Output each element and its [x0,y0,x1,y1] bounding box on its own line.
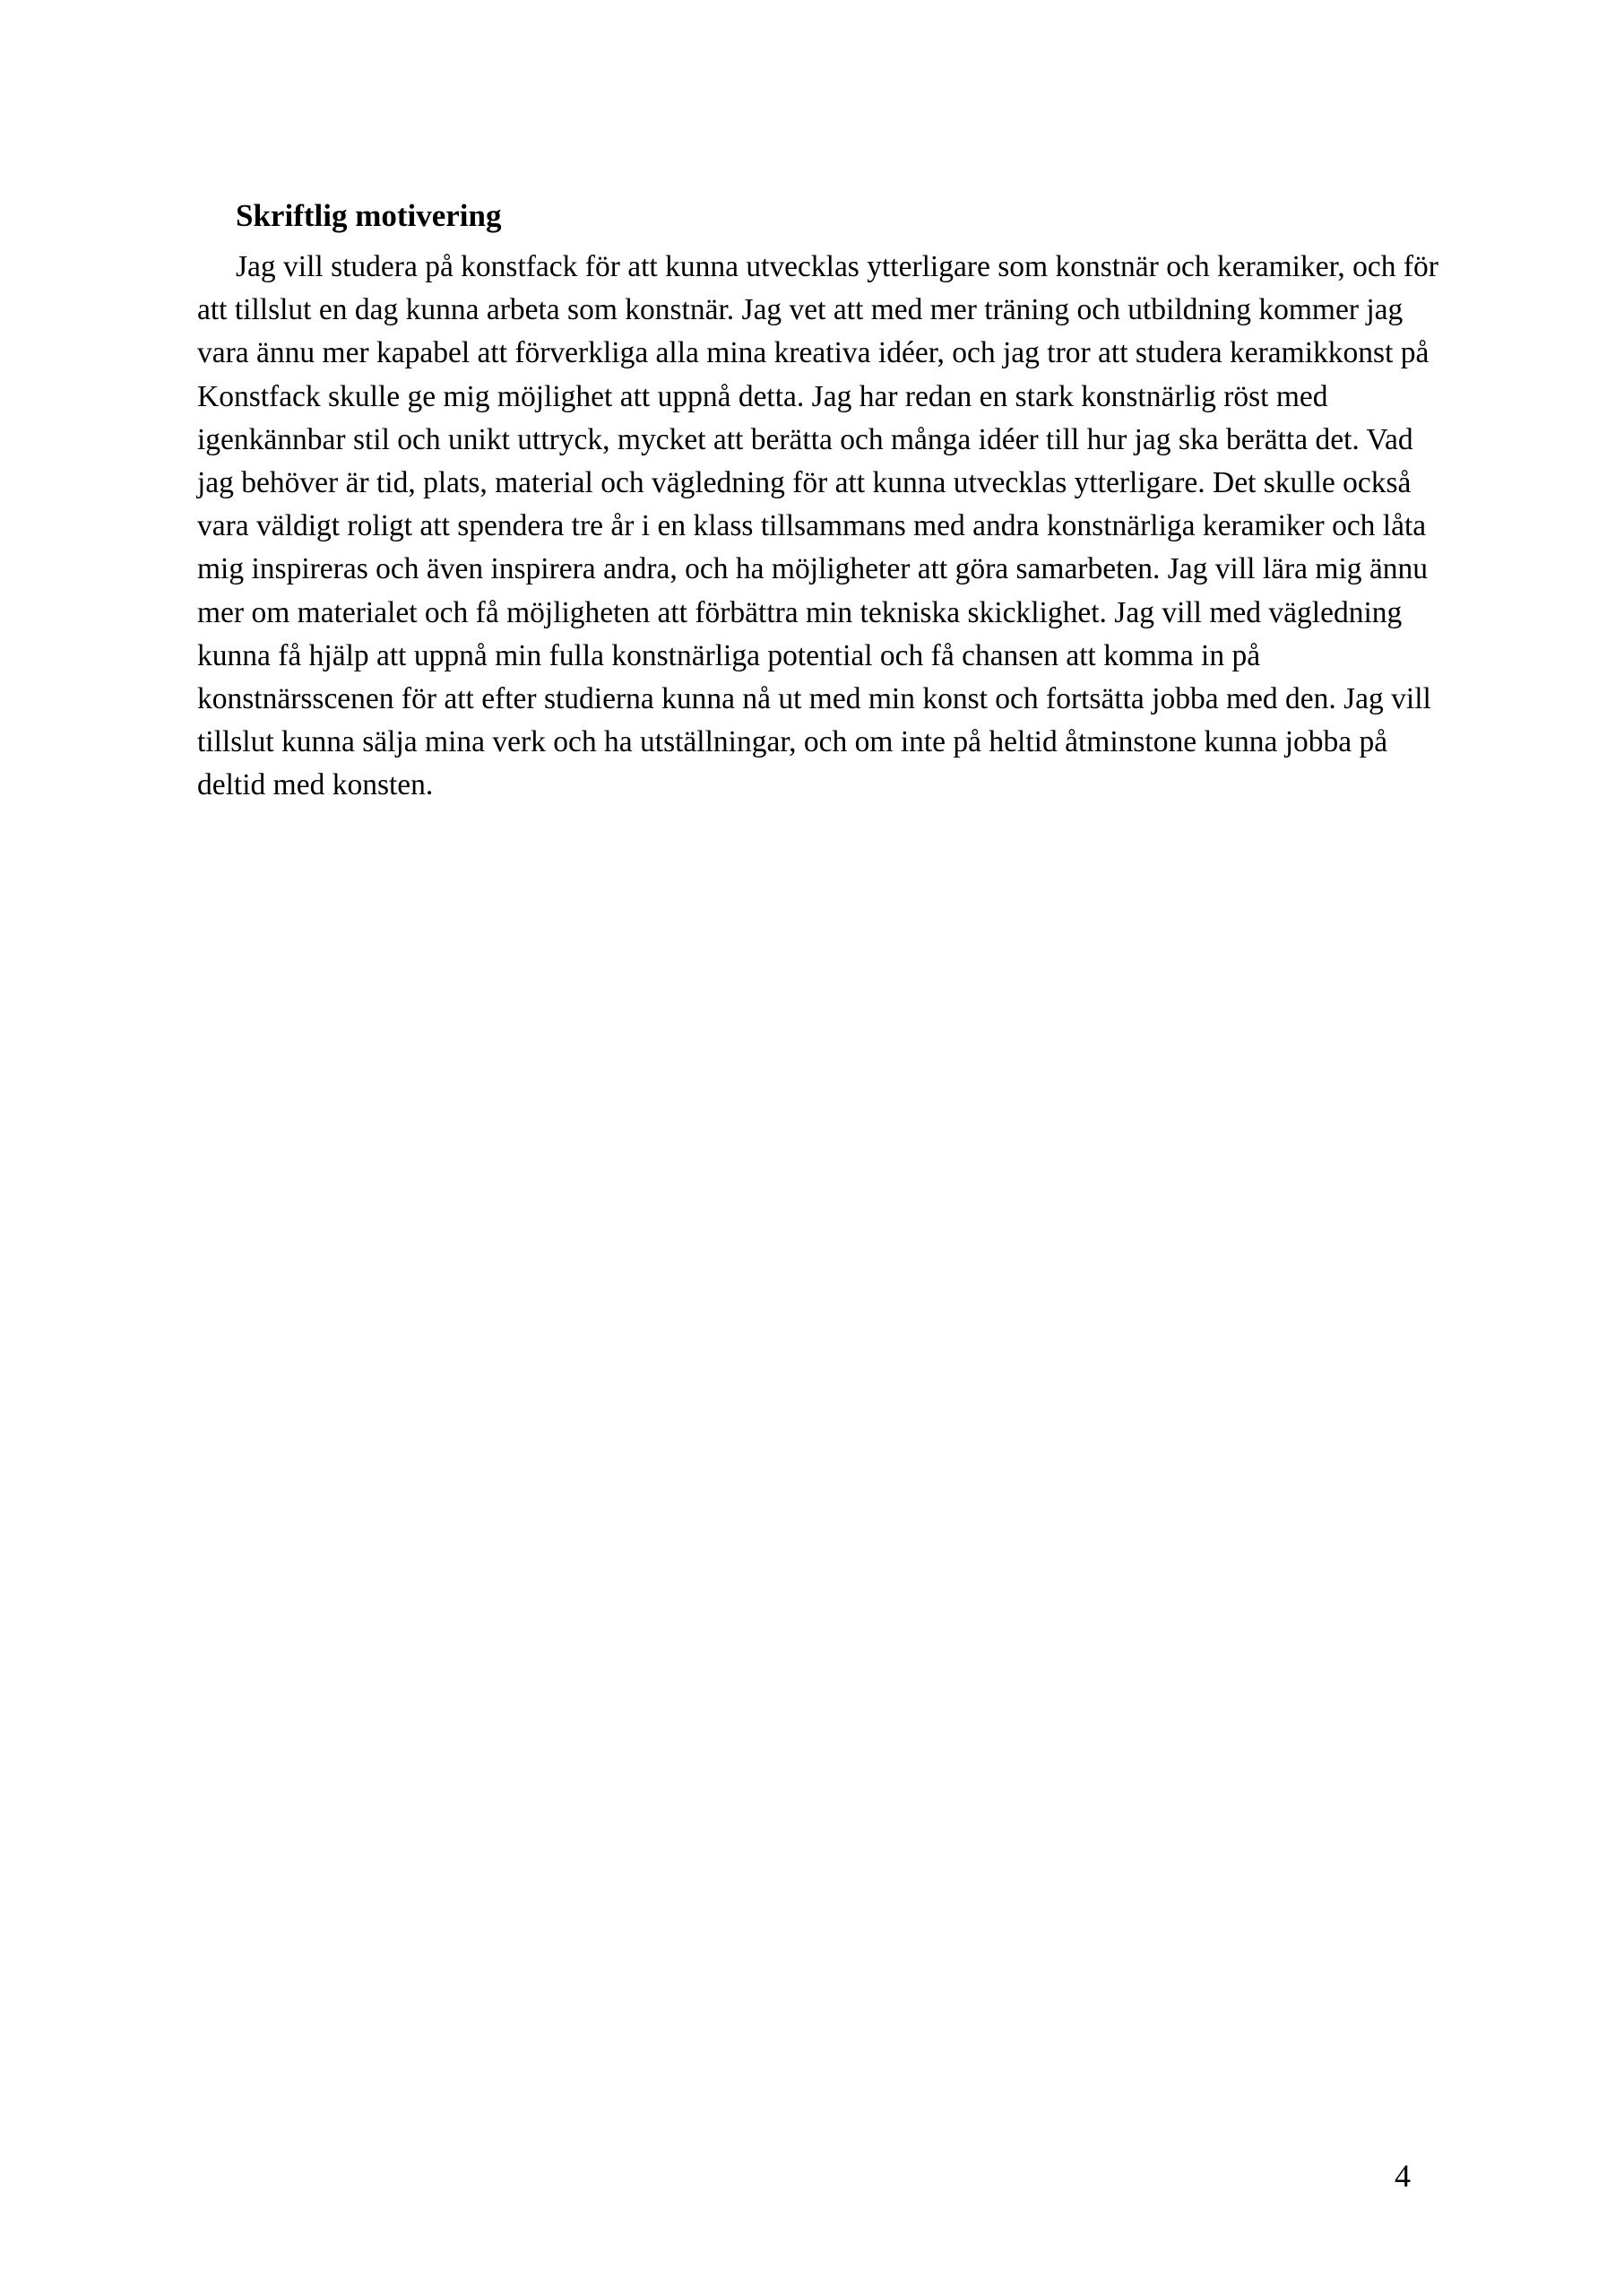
motivation-paragraph: Jag vill studera på konstfack för att kunna utvecklas ytterligare som konstnär och keramiker, och för att tillslut en dag kunna arbeta som konstnär. Jag vet att med mer träning och utbildning kommer jag vara ännu mer kapabel att förverkliga alla mina kreativa idéer, och jag tror att studera keramikkonst på Konstfack skulle ge mig möjlighet att uppnå detta. Jag har redan en stark konstnärlig röst med igenkännbar stil och unikt uttryck, mycket att berätta och många idéer till hur jag ska berätta det. Vad jag behöver är tid, plats, material och vägledning för att kunna utvecklas ytterligare. Det skulle också vara väldigt roligt att spendera tre år i en klass tillsammans med andra konstnärliga keramiker och låta mig inspireras och även inspirera andra, och ha möjligheter att göra samarbeten. Jag vill lära mig ännu mer om materialet och få möjligheten att förbättra min tekniska skicklighet. Jag vill med vägledning kunna få hjälp att uppnå min fulla konstnärliga potential och få chansen att komma in på konstnärsscenen för att efter studierna kunna nå ut med min konst och fortsätta jobba med den. Jag vill tillslut kunna sälja mina verk och ha utställningar, och om inte på heltid åtminstone kunna jobba på deltid med konsten. [197,250,1438,802]
section-heading: Skriftlig motivering [236,198,502,233]
page-number: 4 [1395,2158,1411,2194]
